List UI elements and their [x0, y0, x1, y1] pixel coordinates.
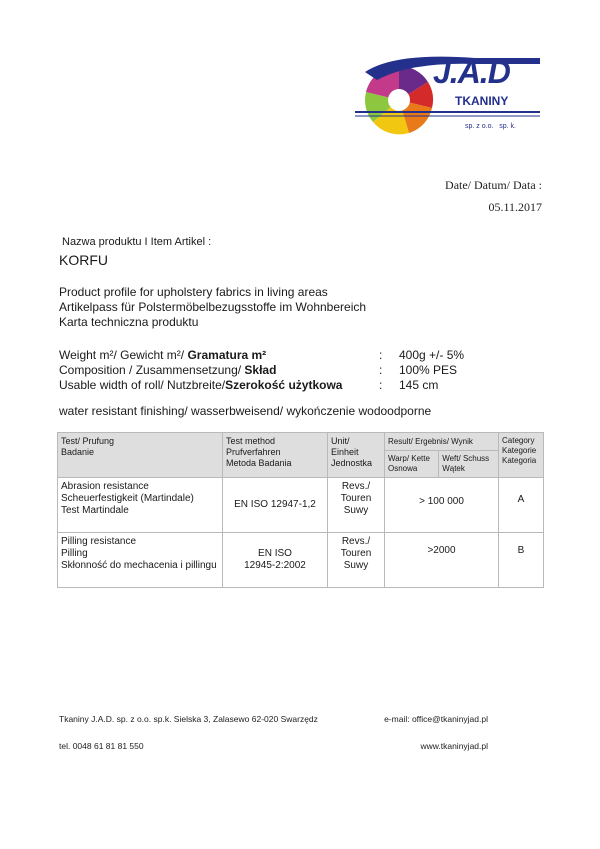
td-test-l2: Pilling	[61, 548, 88, 559]
profile-de: Artikelpass für Polstermöbelbezugsstoffe im Wohnbereich	[59, 300, 367, 314]
td-test-l2: Scheuerfestigkeit (Martindale)	[61, 493, 194, 504]
th-unit-l1: Unit/	[331, 436, 350, 446]
td-unit-l1: Revs./	[341, 481, 371, 492]
th-warp	[385, 451, 439, 478]
specs-block	[59, 348, 465, 393]
spec-label-bold: Szerokość użytkowa	[225, 378, 343, 392]
footer-address: Tkaniny J.A.D. sp. z o.o. sp.k. Sielska 3, Zalasewo 62-020 Swarzędz	[59, 714, 318, 724]
spec-colon: :	[379, 378, 383, 392]
profile-en: Product profile for upholstery fabrics in living areas	[59, 285, 328, 299]
spec-value: 100% PES	[399, 363, 458, 377]
spec-value: 145 cm	[399, 378, 439, 392]
company-logo	[355, 50, 545, 140]
th-cat-l1: Category	[502, 436, 535, 445]
td-test-l3: Skłonność do mechacenia i pillingu	[61, 560, 217, 571]
product-profile	[59, 285, 366, 330]
spec-weight	[59, 348, 465, 363]
footer-phone: tel. 0048 61 81 81 550	[59, 741, 144, 751]
th-weft-l1: Weft/ Schuss	[442, 454, 490, 463]
logo-brand: J.A.D	[433, 54, 510, 90]
th-unit-l2: Einheit	[331, 447, 359, 457]
th-unit	[328, 433, 385, 478]
td-method	[223, 478, 328, 533]
td-unit-l3: Suwy	[343, 560, 369, 571]
th-test-l2: Badanie	[61, 447, 95, 457]
td-unit-l2: Touren	[340, 548, 372, 559]
spec-colon: :	[379, 363, 383, 377]
td-unit-l2: Touren	[340, 493, 372, 504]
spec-label: Composition / Zusammensetzung/	[59, 363, 245, 377]
th-weft-l2: Wątek	[442, 464, 465, 473]
th-warp-l2: Osnowa	[388, 464, 418, 473]
spec-label: Usable width of roll/ Nutzbreite/	[59, 378, 226, 392]
product-name: KORFU	[59, 252, 108, 268]
th-test-l1: Test/ Prufung	[61, 436, 115, 446]
td-unit	[328, 533, 385, 588]
td-unit-l1: Revs./	[341, 536, 371, 547]
table-row	[58, 533, 544, 588]
td-result: >2000	[385, 533, 499, 588]
th-method-l2: Prufverfahren	[226, 447, 281, 457]
th-method	[223, 433, 328, 478]
td-unit	[328, 478, 385, 533]
spec-colon: :	[379, 348, 383, 362]
footer-web: www.tkaninyjad.pl	[420, 741, 488, 751]
td-method-l1: EN ISO	[258, 548, 292, 559]
spec-value: 400g +/- 5%	[399, 348, 465, 362]
finishing-text: water resistant finishing/ wasserbweisend/ wykończenie wodoodporne	[59, 404, 432, 418]
product-label: Nazwa produktu I Item Artikel :	[62, 236, 212, 248]
spec-composition	[59, 363, 458, 378]
th-weft	[439, 451, 499, 478]
td-test-l3: Test Martindale	[61, 505, 129, 516]
td-result: > 100 000	[385, 478, 499, 533]
td-method-l1: EN ISO 12947-1,2	[234, 499, 316, 510]
td-test-l1: Pilling resistance	[61, 536, 137, 547]
spec-label: Weight m²/ Gewicht m²/	[59, 348, 188, 362]
spec-label-bold: Gramatura m²	[187, 348, 267, 362]
profile-pl: Karta techniczna produktu	[59, 315, 199, 329]
th-method-l1: Test method	[226, 436, 276, 446]
test-results-table	[57, 432, 544, 588]
td-test	[58, 478, 223, 533]
logo-legal: sp. z o.o. sp. k.	[465, 123, 516, 130]
th-test	[58, 433, 223, 478]
td-method	[223, 533, 328, 588]
td-category: B	[499, 533, 544, 588]
spec-width	[59, 378, 439, 393]
th-cat-l3: Kategoria	[502, 456, 537, 465]
date-value: 05.11.2017	[488, 200, 542, 214]
footer-email: e-mail: office@tkaninyjad.pl	[384, 714, 488, 724]
th-method-l3: Metoda Badania	[226, 458, 292, 468]
td-method-l2: 12945-2:2002	[244, 560, 306, 571]
td-test-l1: Abrasion resistance	[61, 481, 149, 492]
th-cat-l2: Kategorie	[502, 446, 537, 455]
th-category	[499, 433, 544, 478]
table-row	[58, 478, 544, 533]
td-category: A	[499, 478, 544, 533]
th-unit-l3: Jednostka	[331, 458, 373, 468]
logo-sub: TKANINY	[455, 94, 509, 108]
td-unit-l3: Suwy	[343, 505, 369, 516]
date-label: Date/ Datum/ Data :	[445, 178, 542, 192]
th-result: Result/ Ergebnis/ Wynik	[385, 433, 499, 451]
spec-label-bold: Skład	[244, 363, 277, 377]
td-test	[58, 533, 223, 588]
th-warp-l1: Warp/ Kette	[388, 454, 430, 463]
